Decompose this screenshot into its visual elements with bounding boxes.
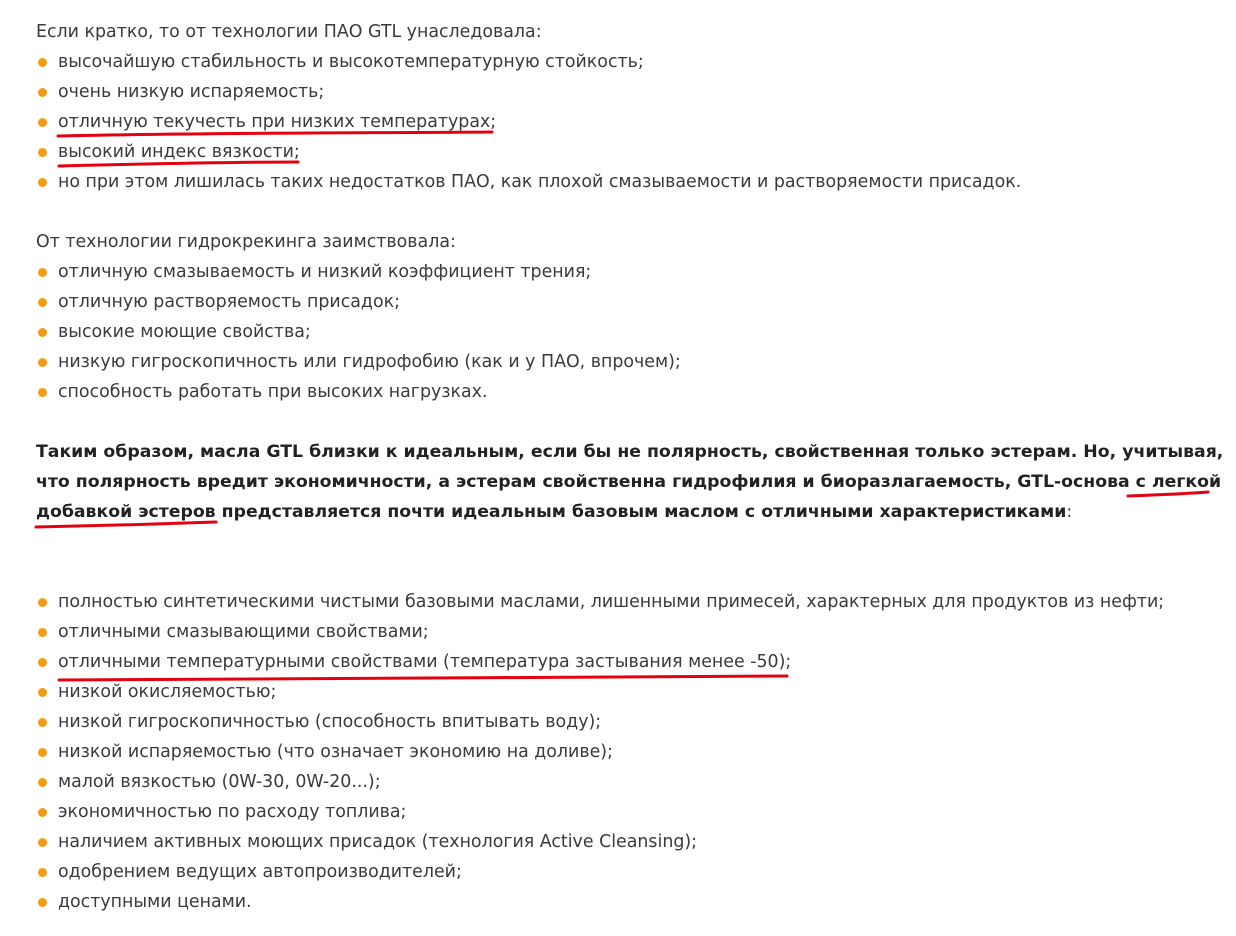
bullet-icon xyxy=(38,118,47,127)
bullet-icon xyxy=(38,148,47,157)
bullet-icon xyxy=(38,328,47,337)
list-item: полностью синтетическими чистыми базовыми маслами, лишенными примесей, характерных для продуктов из нефти; xyxy=(58,592,1165,612)
list-item: но при этом лишилась таких недостатков ПАО, как плохой смазываемости и растворяемости присадок. xyxy=(58,172,1022,192)
list-item: отличную растворяемость присадок; xyxy=(58,292,400,312)
list-item: одобрением ведущих автопроизводителей; xyxy=(58,862,462,882)
bullet-icon xyxy=(38,838,47,847)
summary-line: что полярность вредит экономичности, а эстерам свойственна гидрофилия и биоразлагаемость, GTL-основа с легкой xyxy=(36,472,1222,492)
bullet-icon xyxy=(38,298,47,307)
list-item: доступными ценами. xyxy=(58,892,252,912)
bullet-icon xyxy=(38,58,47,67)
list-item: отличными температурными свойствами (температура застывания менее -50); xyxy=(58,652,792,672)
section1-intro: Если кратко, то от технологии ПАО GTL унаследовала: xyxy=(36,22,542,42)
list-item: отличными смазывающими свойствами; xyxy=(58,622,429,642)
list-item: отличную текучесть при низких температурах; xyxy=(58,112,497,132)
summary-line-bold: добавкой эстеров представляется почти идеальным базовым маслом с отличными характеристиками xyxy=(36,502,1067,522)
list-item: отличную смазываемость и низкий коэффициент трения; xyxy=(58,262,592,282)
list-item: высокие моющие свойства; xyxy=(58,322,311,342)
bullet-icon xyxy=(38,748,47,757)
list-item: низкой гигроскопичностью (способность впитывать воду); xyxy=(58,712,602,732)
list-item: малой вязкостью (0W-30, 0W-20...); xyxy=(58,772,381,792)
list-item: очень низкую испаряемость; xyxy=(58,82,325,102)
list-item: низкой окисляемостью; xyxy=(58,682,277,702)
list-item: высокий индекс вязкости; xyxy=(58,142,300,162)
bullet-icon xyxy=(38,598,47,607)
bullet-icon xyxy=(38,658,47,667)
list-item: низкой испаряемостью (что означает экономию на доливе); xyxy=(58,742,613,762)
list-item: низкую гигроскопичность или гидрофобию (как и у ПАО, впрочем); xyxy=(58,352,681,372)
bullet-icon xyxy=(38,718,47,727)
bullet-icon xyxy=(38,628,47,637)
bullet-icon xyxy=(38,898,47,907)
bullet-icon xyxy=(38,778,47,787)
list-item: способность работать при высоких нагрузках. xyxy=(58,382,488,402)
bullet-icon xyxy=(38,88,47,97)
bullet-icon xyxy=(38,358,47,367)
summary-line: Таким образом, масла GTL близки к идеальным, если бы не полярность, свойственная только эстерам. Но, учитывая, xyxy=(36,442,1224,462)
section2-intro: От технологии гидрокрекинга заимствовала: xyxy=(36,232,456,252)
bullet-icon xyxy=(38,178,47,187)
list-item: экономичностью по расходу топлива; xyxy=(58,802,407,822)
summary-line xyxy=(36,497,1072,527)
bullet-icon xyxy=(38,388,47,397)
list-item: высочайшую стабильность и высокотемпературную стойкость; xyxy=(58,52,644,72)
list-item: наличием активных моющих присадок (технология Active Cleansing); xyxy=(58,832,698,852)
bullet-icon xyxy=(38,688,47,697)
bullet-icon xyxy=(38,268,47,277)
bullet-icon xyxy=(38,868,47,877)
summary-line-colon: : xyxy=(1066,502,1073,522)
bullet-icon xyxy=(38,808,47,817)
